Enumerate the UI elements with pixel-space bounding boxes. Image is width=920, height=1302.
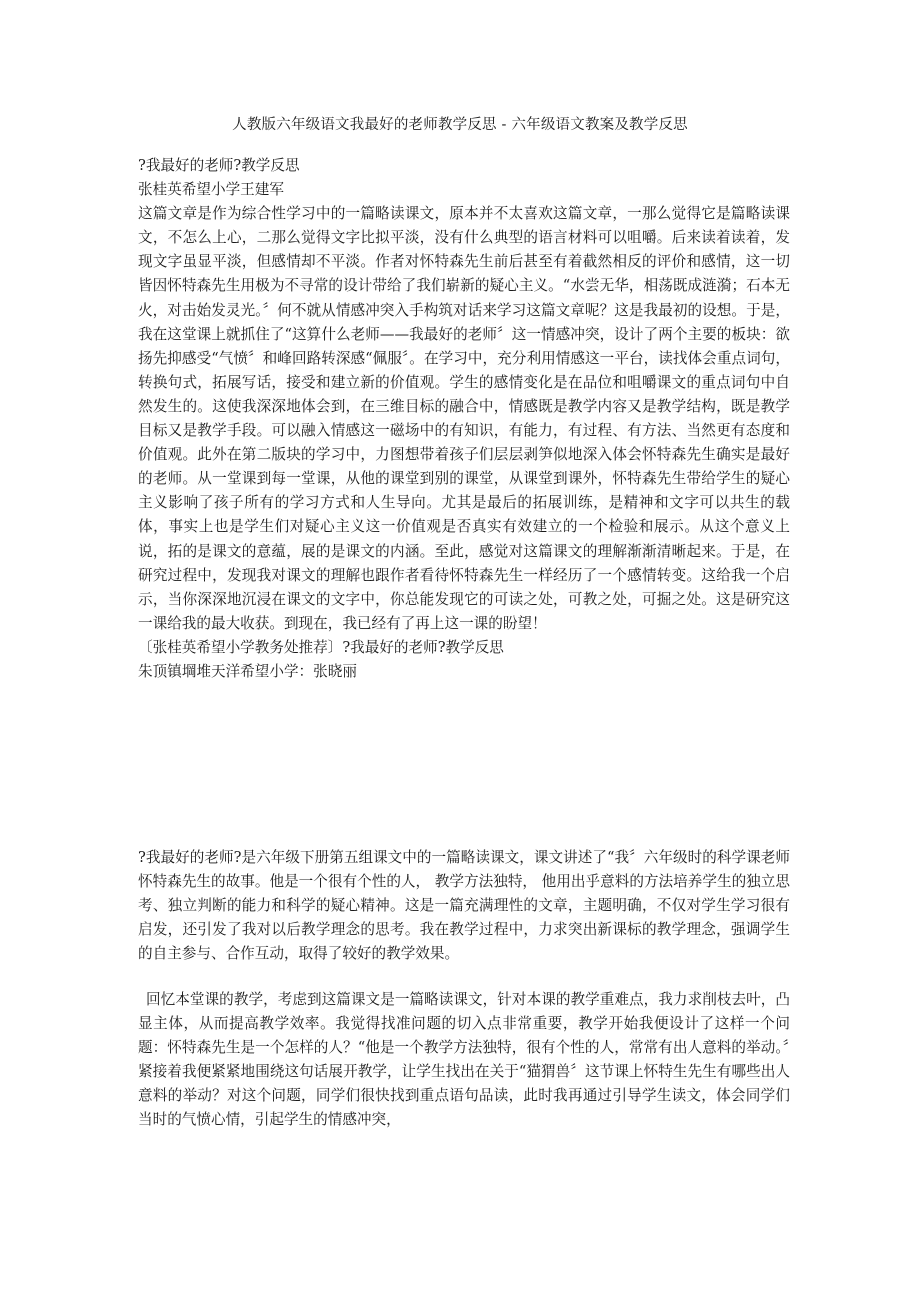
section-1-body: 这篇文章是作为综合性学习中的一篇略读课文，原本并不太喜欢这篇文章，一那么觉得它是篇略读课文，不怎么上心，二那么觉得文字比拟平淡，没有什么典型的语言材料可以咀嚼。后来读着读着，发现文字虽显平淡，但感情却不平淡。作者对怀特森先生前后甚至有着截然相反的评价和感情，这一切皆因怀特森先生用极为不寻常的设计带给了我们崭新的疑心主义。“水尝无华，相荡既成涟漪；石本无火，对击始发灵光。〞何不就从情感冲突入手构筑对话来学习这篇文章呢？这是我最初的设想。于是，我在这堂课上就抓住了“这算什么老师——我最好的老师〞这一情感冲突，设计了两个主要的板块：欲扬先抑感受“气愤〞和峰回路转深感“佩服〞。在学习中，充分利用情感这一平台，读找体会重点词句，转换句式，拓展写话，接受和建立新的价值观。学生的感情变化是在品位和咀嚼课文的重点词句中自然发生的。这使我深深地体会到，在三维目标的融合中，情感既是教学内容又是教学结构，既是教学目标又是教学手段。可以融入情感这一磁场中的有知识，有能力，有过程、有方法、当然更有态度和价值观。此外在第二版块的学习中，力图想带着孩子们层层剥笋似地深入体会怀特森先生确实是最好的老师。从一堂课到每一堂课，从他的课堂到别的课堂，从课堂到课外，怀特森先生带给学生的疑心主义影响了孩子所有的学习方式和人生导向。尤其是最后的拓展训练，是精神和文字可以共生的载体，事实上也是学生们对疑心主义这一价值观是否真实有效建立的一个检验和展示。从这个意义上说，拓的是课文的意蕴，展的是课文的内涵。至此，感觉对这篇课文的理解渐渐清晰起来。于是，在研究过程中，发现我对课文的理解也跟作者看待怀特森先生一样经历了一个感情转变。这给我一个启示，当你深深地沉浸在课文的文字中，你总能发现它的可读之处，可教之处，可掘之处。这是研究这一课给我的最大收获。到现在，我已经有了再上这一课的盼望！: [138, 205, 790, 632]
section-1-author: 张桂英希望小学王建军: [138, 181, 284, 199]
section-1-heading: ?我最好的老师?教学反思: [138, 157, 300, 174]
paragraph-3-text: 回忆本堂课的教学，考虑到这篇课文是一篇略读课文，针对本课的教学重难点，我力求削枝去叶，凸显主体，从而提高教学效率。我觉得找准问题的切入点非常重要，教学开始我便设计了这样一个问题：怀特森先生是一个怎样的人？“他是一个教学方法独特，很有个性的人，常常有出人意料的举动。〞紧接着我便紧紧地围绕这句话展开教学，让学生找出在关于“猫猬兽〞这节课上怀特生先生有哪些出人意料的举动？对这个问题，同学们很快找到重点语句品读，此时我再通过引导学生读文，体会同学们当时的气愤心情，引起学生的情感冲突，: [138, 991, 790, 1129]
paragraph-3: [138, 988, 790, 1133]
section-1: [138, 154, 790, 684]
paragraph-2: [138, 846, 790, 966]
document-title: 人教版六年级语文我最好的老师教学反思 - 六年级语文教案及教学反思: [232, 117, 688, 133]
section-2-author: 朱顶镇堈堆天洋希望小学：张晓丽: [138, 662, 357, 680]
section-2-heading: 〔张桂英希望小学教务处推荐〕?我最好的老师?教学反思: [138, 638, 504, 656]
paragraph-2-text: ?我最好的老师?是六年级下册第五组课文中的一篇略读课文，课文讲述了“我〞六年级时的科学课老师怀特森先生的故事。他是一个很有个性的人， 教学方法独特， 他用出乎意料的方法培养学生的独立思考、独立判断的能力和科学的疑心精神。这是一篇充满理性的文章，主题明确，不仅对学生学习很有启发，还引发了我对以后教学理念的思考。我在教学过程中，力求突出新课标的教学理念，强调学生的自主参与、合作互动，取得了较好的教学效果。: [138, 849, 790, 963]
